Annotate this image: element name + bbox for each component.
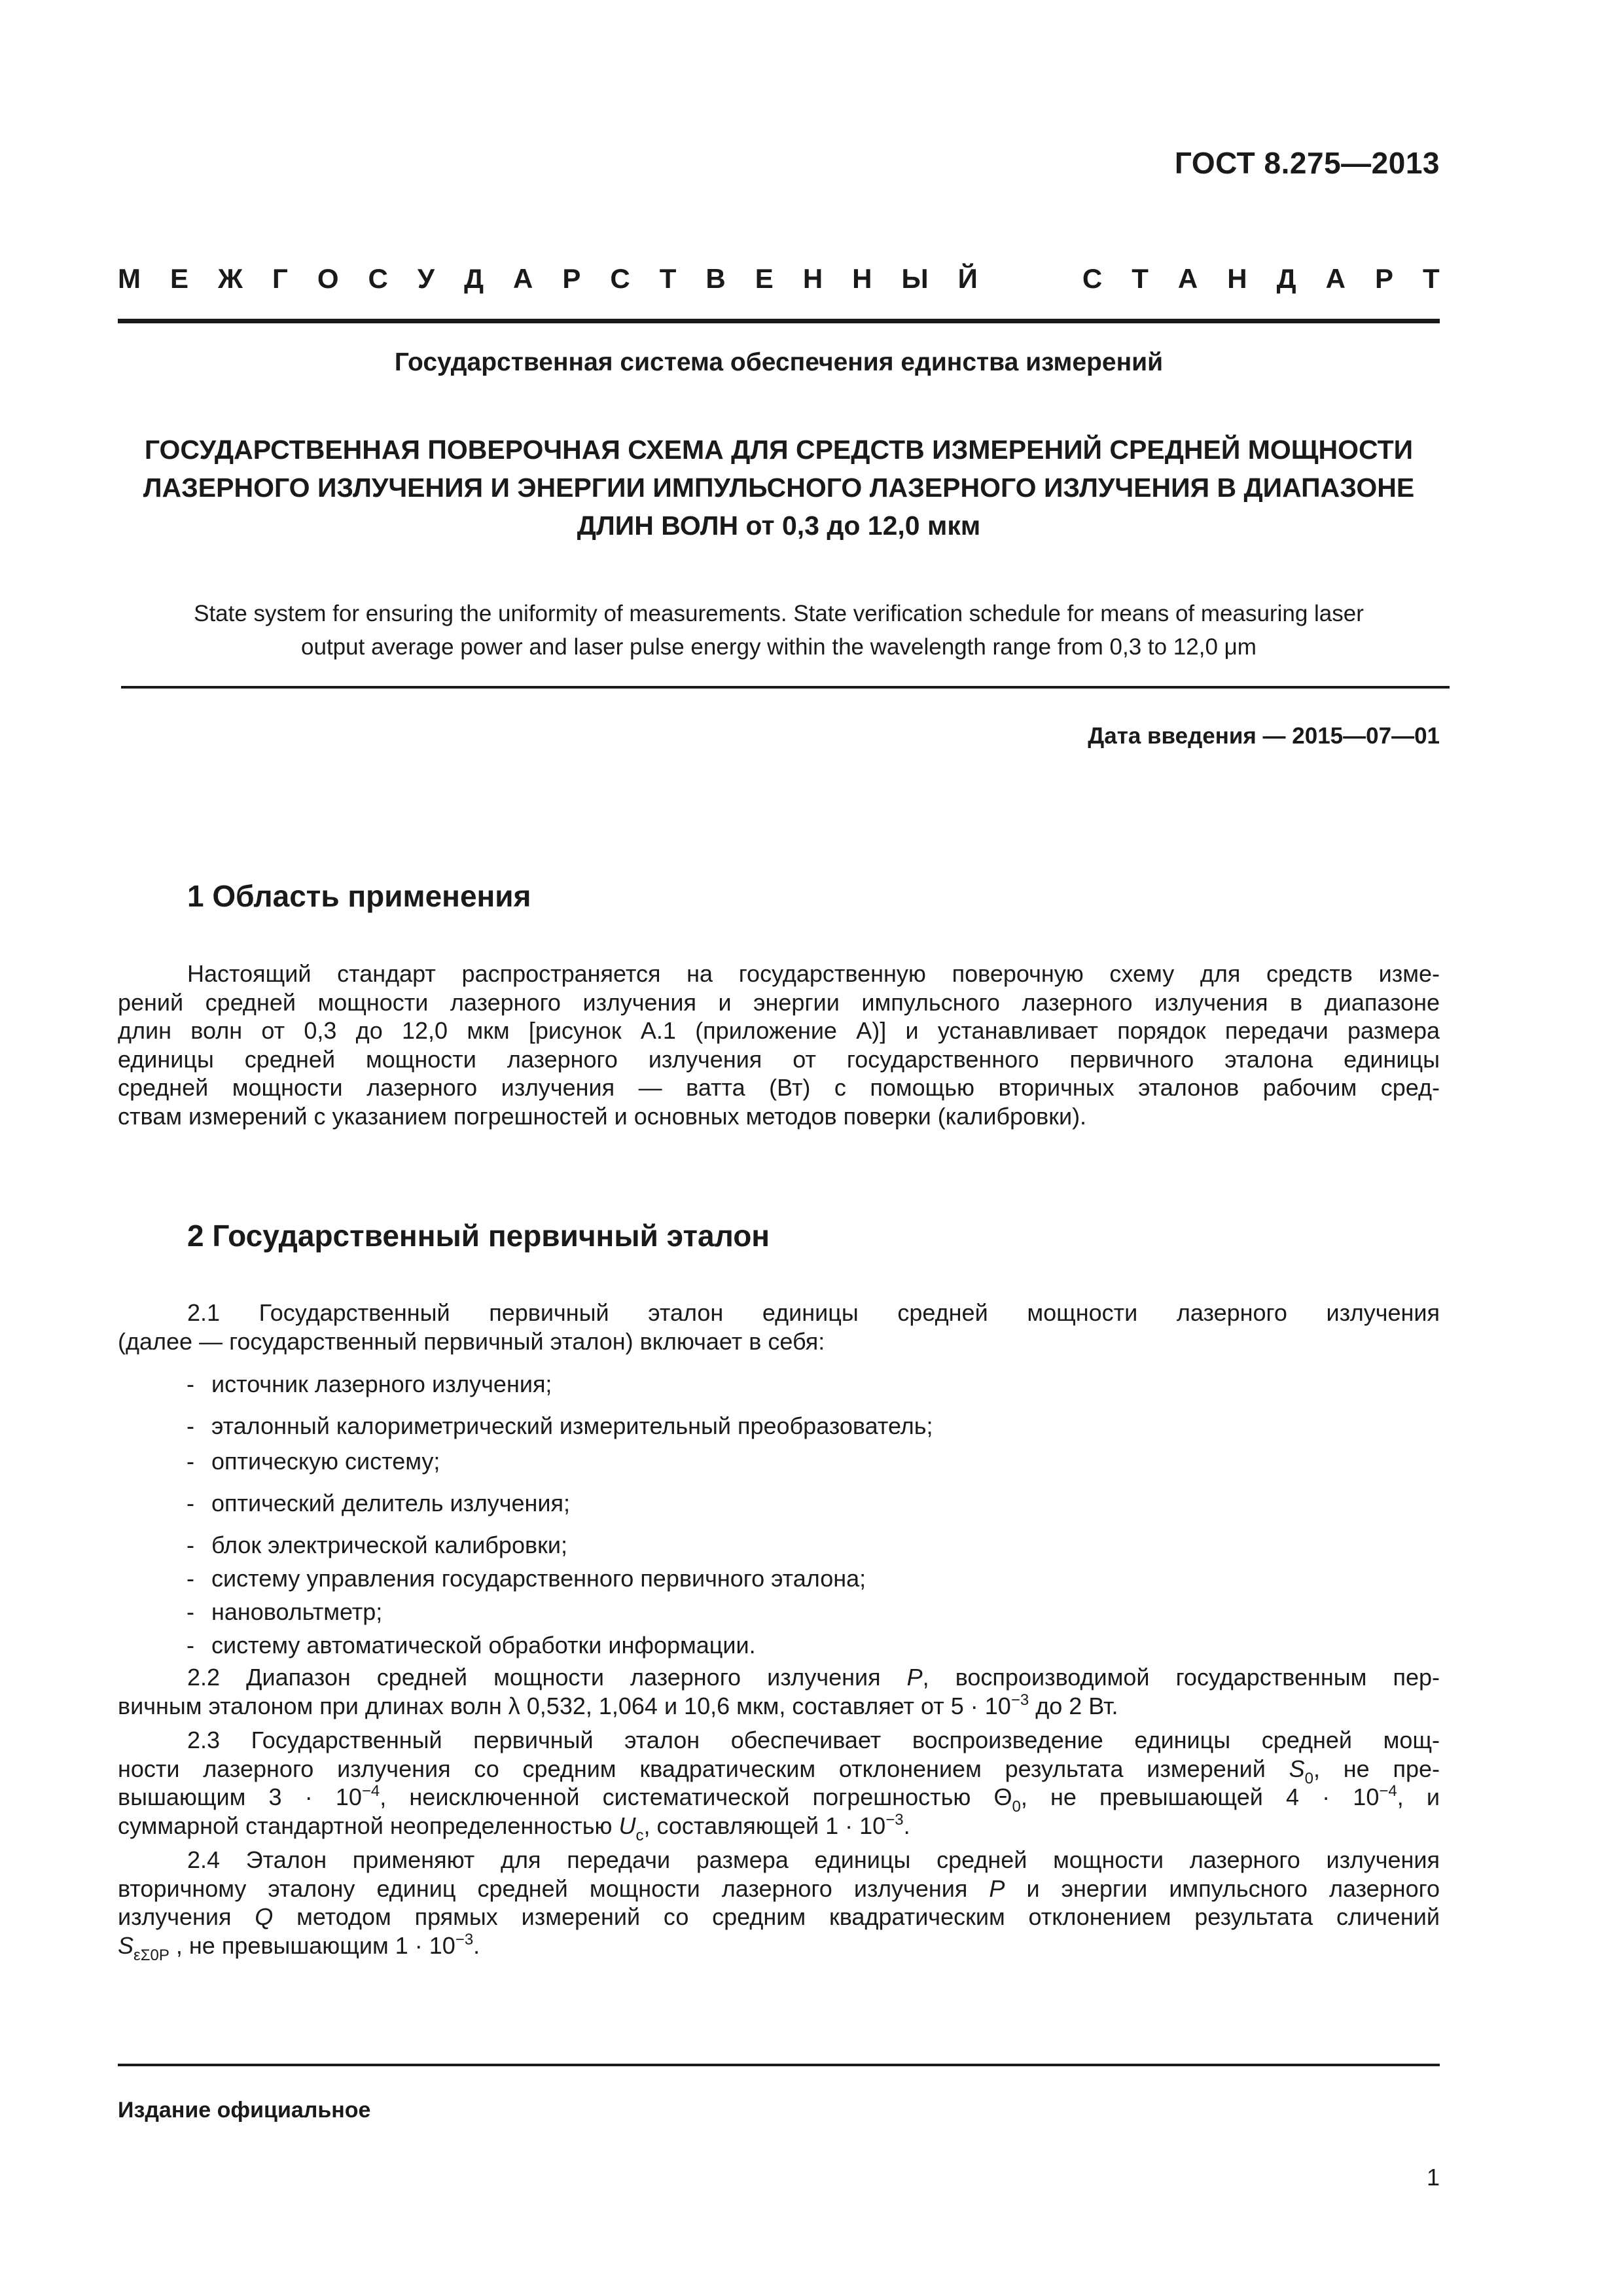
list-item	[187, 1598, 382, 1626]
paragraph-line: средней мощности лазерного излучения — ватта (Вт) с помощью вторичных эталонов рабочим сред-	[118, 1074, 1440, 1101]
banner-letter: Н	[1227, 263, 1247, 294]
paragraph-line: 2.3 Государственный первичный эталон обеспечивает воспроизведение единицы средней мощ-	[187, 1727, 1440, 1753]
list-dash: -	[187, 1565, 194, 1592]
text-run: 0,532, 1,064 и 10,6 мкм, составляет от 5 · 10	[520, 1692, 1011, 1719]
banner-letter: Е	[170, 263, 189, 294]
text-run: , составляющей 1 · 10	[643, 1812, 886, 1839]
paragraph-line: рений средней мощности лазерного излучения и энергии импульсного лазерного излучения в диапазоне	[118, 988, 1440, 1016]
symbol-std-deviation: S	[1289, 1755, 1305, 1782]
subscript: c	[635, 1826, 644, 1844]
banner-letter: Р	[562, 263, 581, 294]
subscript: 0	[1304, 1769, 1313, 1787]
section-2-heading: 2 Государственный первичный эталон	[187, 1219, 770, 1253]
exponent: −4	[361, 1782, 380, 1800]
paragraph-line: (далее — государственный первичный эталон) включает в себя:	[118, 1327, 825, 1355]
list-item	[187, 1490, 570, 1517]
banner-letter: Н	[852, 263, 872, 294]
banner-letter: Т	[659, 263, 677, 294]
list-item	[187, 1371, 552, 1398]
banner-letter: Д	[1276, 263, 1296, 294]
text-run: .	[903, 1812, 910, 1839]
banner-letter: А	[1325, 263, 1346, 294]
document-code: ГОСТ 8.275—2013	[1174, 146, 1440, 180]
list-dash: -	[187, 1598, 194, 1625]
page-number: 1	[1426, 2164, 1440, 2191]
banner-letter: А	[1177, 263, 1198, 294]
text-run: излучения	[118, 1903, 255, 1930]
main-title	[98, 431, 1459, 545]
banner-letter: В	[705, 263, 726, 294]
symbol-power: P	[989, 1874, 1005, 1902]
banner-letter: Н	[802, 263, 823, 294]
banner-letter: Р	[1374, 263, 1393, 294]
list-item-text: оптический делитель излучения;	[211, 1490, 570, 1516]
banner-letter: У	[417, 263, 435, 294]
exponent: −3	[885, 1810, 904, 1829]
paragraph-line	[118, 1755, 1440, 1787]
list-item	[187, 1532, 567, 1559]
paragraph-2-4	[118, 1846, 1440, 1964]
paragraph-line: длин волн от 0,3 до 12,0 мкм [рисунок А.1 (приложение А)] и устанавливает порядок передачи размера	[118, 1017, 1440, 1044]
text-run: до 2 Вт.	[1029, 1692, 1118, 1719]
english-title-line: output average power and laser pulse energy within the wavelength range from 0,3 to 12,0 μm	[301, 634, 1257, 660]
text-run: ности лазерного излучения со средним квадратическим отклонением результата измерений	[118, 1755, 1289, 1782]
text-run: вторичному эталону единиц средней мощности лазерного излучения	[118, 1874, 990, 1902]
text-run: суммарной стандартной неопределенностью	[118, 1812, 619, 1839]
text-run: , не пре-	[1313, 1755, 1440, 1782]
banner-letter: Е	[755, 263, 774, 294]
list-item-text: оптическую систему;	[211, 1448, 440, 1475]
list-dash: -	[187, 1490, 194, 1516]
main-title-line: ГОСУДАРСТВЕННАЯ ПОВЕРОЧНАЯ СХЕМА ДЛЯ СРЕДСТВ ИЗМЕРЕНИЙ СРЕДНЕЙ МОЩНОСТИ	[144, 435, 1414, 465]
banner-letter: С	[368, 263, 388, 294]
section-1-heading: 1 Область применения	[187, 879, 531, 913]
symbol-energy: Q	[255, 1903, 274, 1930]
exponent: −4	[1379, 1782, 1397, 1800]
exponent: −3	[1010, 1691, 1029, 1709]
symbol-theta: Θ	[993, 1784, 1012, 1810]
banner-letter: М	[118, 263, 141, 294]
list-item	[187, 1565, 866, 1592]
section-1-paragraph	[118, 960, 1440, 1130]
list-item-text: источник лазерного излучения;	[211, 1371, 552, 1397]
list-dash: -	[187, 1632, 194, 1659]
paragraph-line: Настоящий стандарт распространяется на государственную поверочную схему для средств изме-	[187, 960, 1440, 987]
paragraph-line	[118, 1930, 1440, 1964]
banner-letter: Т	[1422, 263, 1440, 294]
list-item-text: эталонный калориметрический измерительный преобразователь;	[211, 1412, 933, 1439]
subscript: εΣ0P	[134, 1946, 169, 1964]
main-title-line: ЛАЗЕРНОГО ИЗЛУЧЕНИЯ И ЭНЕРГИИ ИМПУЛЬСНОГО ЛАЗЕРНОГО ИЗЛУЧЕНИЯ В ДИАПАЗОНЕ	[143, 473, 1415, 503]
english-title-line: State system for ensuring the uniformity of measurements. State verification schedule for means of measuring laser	[194, 601, 1364, 626]
paragraph-line	[118, 1663, 1440, 1692]
symbol-uncertainty: U	[618, 1812, 636, 1839]
paragraph-2-1	[118, 1299, 1440, 1355]
paragraph-line	[118, 1810, 1440, 1844]
paragraph-2-3	[118, 1726, 1440, 1844]
symbol-std-deviation: S	[118, 1931, 134, 1959]
paragraph-2-2	[118, 1663, 1440, 1720]
banner-letter: Т	[1132, 263, 1149, 294]
paragraph-line: 2.1 Государственный первичный эталон единицы средней мощности лазерного излучения	[187, 1299, 1440, 1326]
main-title-line: ДЛИН ВОЛН от 0,3 до 12,0 мкм	[577, 511, 981, 541]
text-run: , и	[1397, 1784, 1440, 1810]
paragraph-line: ствам измерений с указанием погрешностей и основных методов поверки (калибровки).	[118, 1102, 1087, 1130]
text-run: , не превышающим 1 · 10	[169, 1931, 455, 1959]
list-item	[187, 1632, 756, 1659]
header-rule-thick	[118, 319, 1440, 323]
text-run: , не превышающей 4 · 10	[1020, 1784, 1380, 1810]
text-run: , неисключенной систематической погрешностью	[380, 1784, 994, 1810]
list-item	[187, 1412, 933, 1440]
text-run: , воспроизводимой государственным пер-	[922, 1664, 1440, 1691]
paragraph-line	[118, 1874, 1440, 1903]
text-run: .	[473, 1931, 480, 1959]
banner-letter: Г	[272, 263, 288, 294]
system-title: Государственная система обеспечения единства измерений	[394, 348, 1164, 376]
paragraph-line: 2.4 Эталон применяют для передачи размера единицы средней мощности лазерного излучения	[187, 1846, 1440, 1873]
list-item-text: систему автоматической обработки информации.	[211, 1632, 756, 1659]
banner-letter: Ж	[218, 263, 243, 294]
list-dash: -	[187, 1371, 194, 1397]
banner-letter: Ы	[901, 263, 929, 294]
title-divider-rule	[121, 686, 1450, 689]
list-dash: -	[187, 1448, 194, 1475]
paragraph-line	[118, 1692, 1440, 1721]
list-item-text: нановольтметр;	[211, 1598, 383, 1625]
symbol-power: P	[906, 1664, 923, 1691]
banner-letter: А	[513, 263, 533, 294]
banner-letter: О	[317, 263, 339, 294]
english-title	[98, 597, 1459, 664]
paragraph-line	[118, 1782, 1440, 1816]
exponent: −3	[455, 1930, 474, 1948]
text-run: 2.2 Диапазон средней мощности лазерного излучения	[187, 1664, 907, 1691]
paragraph-line	[118, 1903, 1440, 1931]
list-item	[187, 1448, 440, 1475]
text-run: методом прямых измерений со средним квадратическим отклонением результата сличений	[273, 1903, 1440, 1930]
list-item-text: блок электрической калибровки;	[211, 1532, 567, 1558]
list-dash: -	[187, 1532, 194, 1558]
footer-rule	[118, 2064, 1440, 2066]
introduction-date: Дата введения — 2015—07—01	[1088, 723, 1440, 749]
edition-note: Издание официальное	[118, 2098, 371, 2123]
symbol-lambda: λ	[508, 1692, 520, 1719]
text-run: и энергии импульсного лазерного	[1005, 1874, 1440, 1902]
list-dash: -	[187, 1412, 194, 1439]
text-run: вичным эталоном при длинах волн	[118, 1692, 508, 1719]
text-run: вышающим 3 · 10	[118, 1784, 362, 1810]
paragraph-line: единицы средней мощности лазерного излучения от государственного первичного эталона единицы	[118, 1045, 1440, 1073]
list-item-text: систему управления государственного первичного эталона;	[211, 1565, 866, 1592]
banner-letter: Д	[464, 263, 484, 294]
banner-letter: Й	[957, 263, 978, 294]
banner-letter: С	[1082, 263, 1103, 294]
subscript: 0	[1012, 1798, 1021, 1816]
interstate-standard-banner	[118, 259, 1440, 298]
banner-letter: С	[610, 263, 630, 294]
